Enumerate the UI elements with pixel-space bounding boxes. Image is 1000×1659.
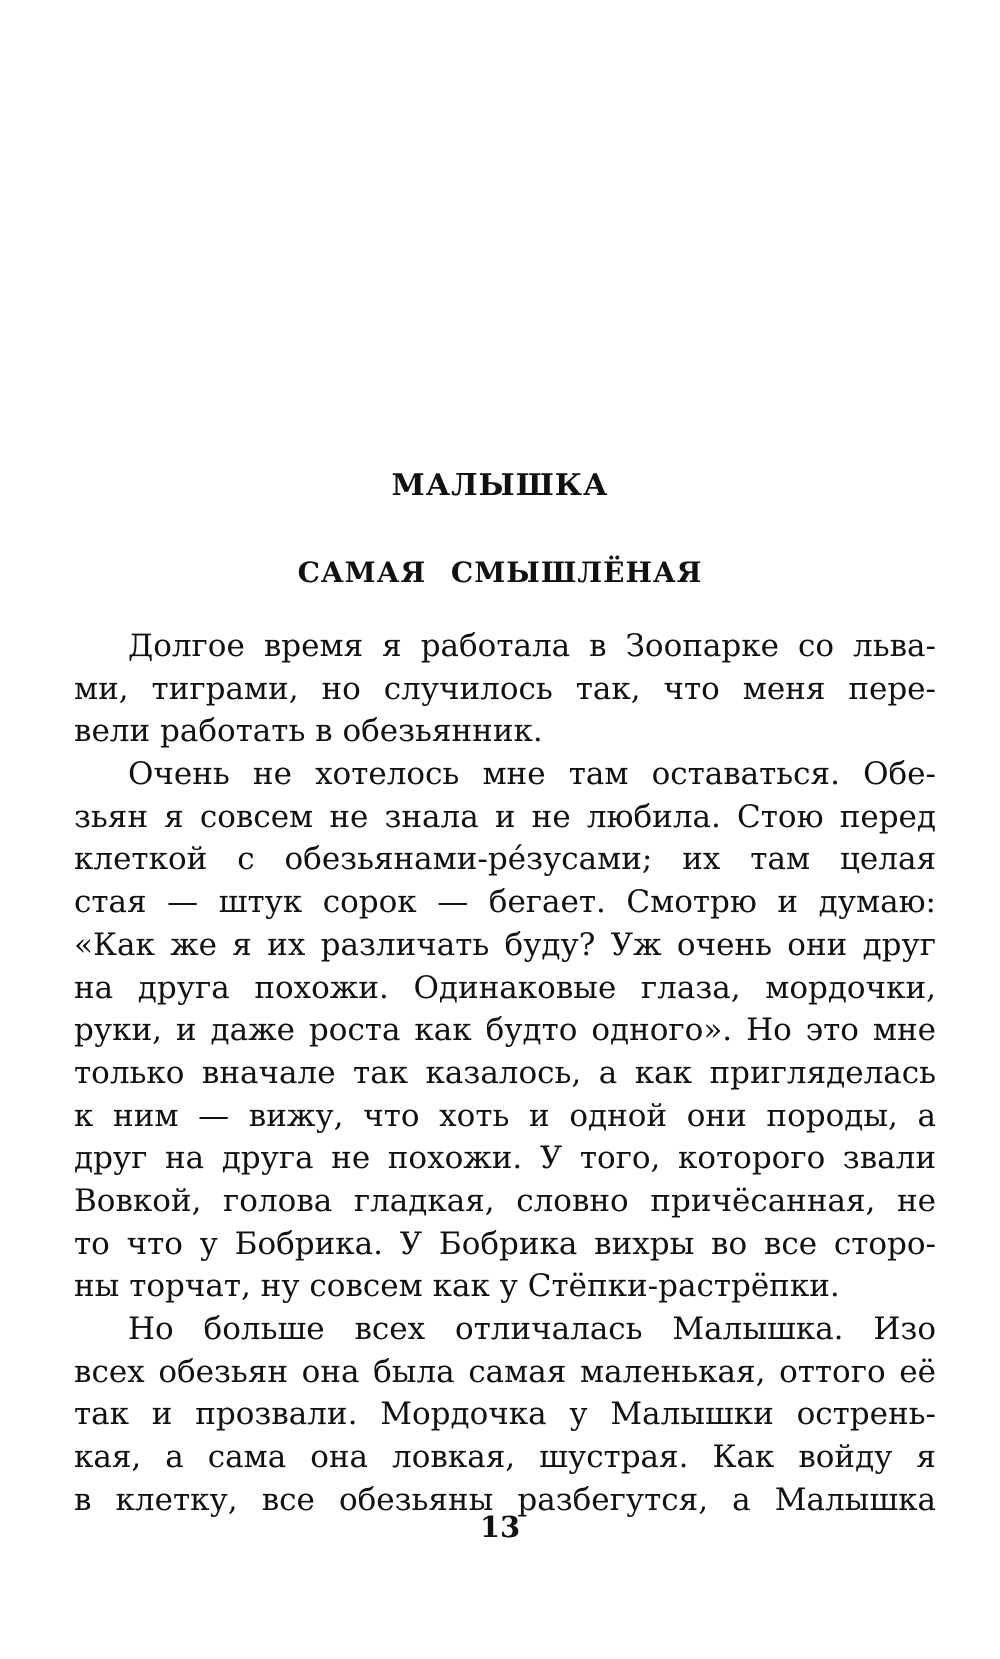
text-line: всех обезьян она была самая маленькая, оттого её <box>74 1353 936 1390</box>
text-line: Но больше всех отличалась Малышка. Изо <box>128 1311 936 1347</box>
text-line: в клетку, все обезьяны разбегутся, а Малышка <box>74 1481 936 1518</box>
chapter-title: МАЛЫШКА <box>391 468 609 503</box>
text-line: на друга похожи. Одинаковые глаза, мордочки, <box>74 969 936 1006</box>
text-line: то что у Бобрика. У Бобрика вихры во все сторо- <box>74 1225 936 1262</box>
page-number: 13 <box>479 1510 521 1544</box>
text-line: «Как же я их различать буду? Уж очень они друг <box>74 926 936 963</box>
text-line: ны торчат, ну совсем как у Стёпки-растрёпки. <box>74 1268 840 1305</box>
text-line: вели работать в обезьянник. <box>74 713 543 750</box>
text-line: друг на друга не похожи. У того, которого звали <box>74 1140 936 1177</box>
body-text <box>74 625 936 1521</box>
text-line: стая — штук сорок — бегает. Смотрю и думаю: <box>74 884 936 921</box>
text-line: зьян я совсем не знала и не любила. Стою перед <box>74 798 936 835</box>
chapter-subtitle: САМАЯ СМЫШЛЁНАЯ <box>297 556 703 589</box>
text-line: Очень не хотелось мне там оставаться. Обе- <box>128 756 936 793</box>
text-line: Долгое время я работала в Зоопарке со льва- <box>128 628 936 664</box>
text-line: к ним — вижу, что хоть и одной они породы, а <box>74 1097 936 1134</box>
text-line: так и прозвали. Мордочка у Малышки острень- <box>74 1396 936 1433</box>
text-line: руки, и даже роста как будто одного». Но это мне <box>74 1012 936 1049</box>
text-line: клеткой с обезьянами-ре́зусами; их там целая <box>74 841 936 878</box>
text-line: Вовкой, голова гладкая, словно причёсанная, не <box>74 1182 936 1219</box>
text-line: ми, тиграми, но случилось так, что меня пере- <box>74 670 936 707</box>
text-line: только вначале так казалось, а как пригляделась <box>74 1054 936 1091</box>
text-line: кая, а сама она ловкая, шустрая. Как войду я <box>74 1439 936 1476</box>
